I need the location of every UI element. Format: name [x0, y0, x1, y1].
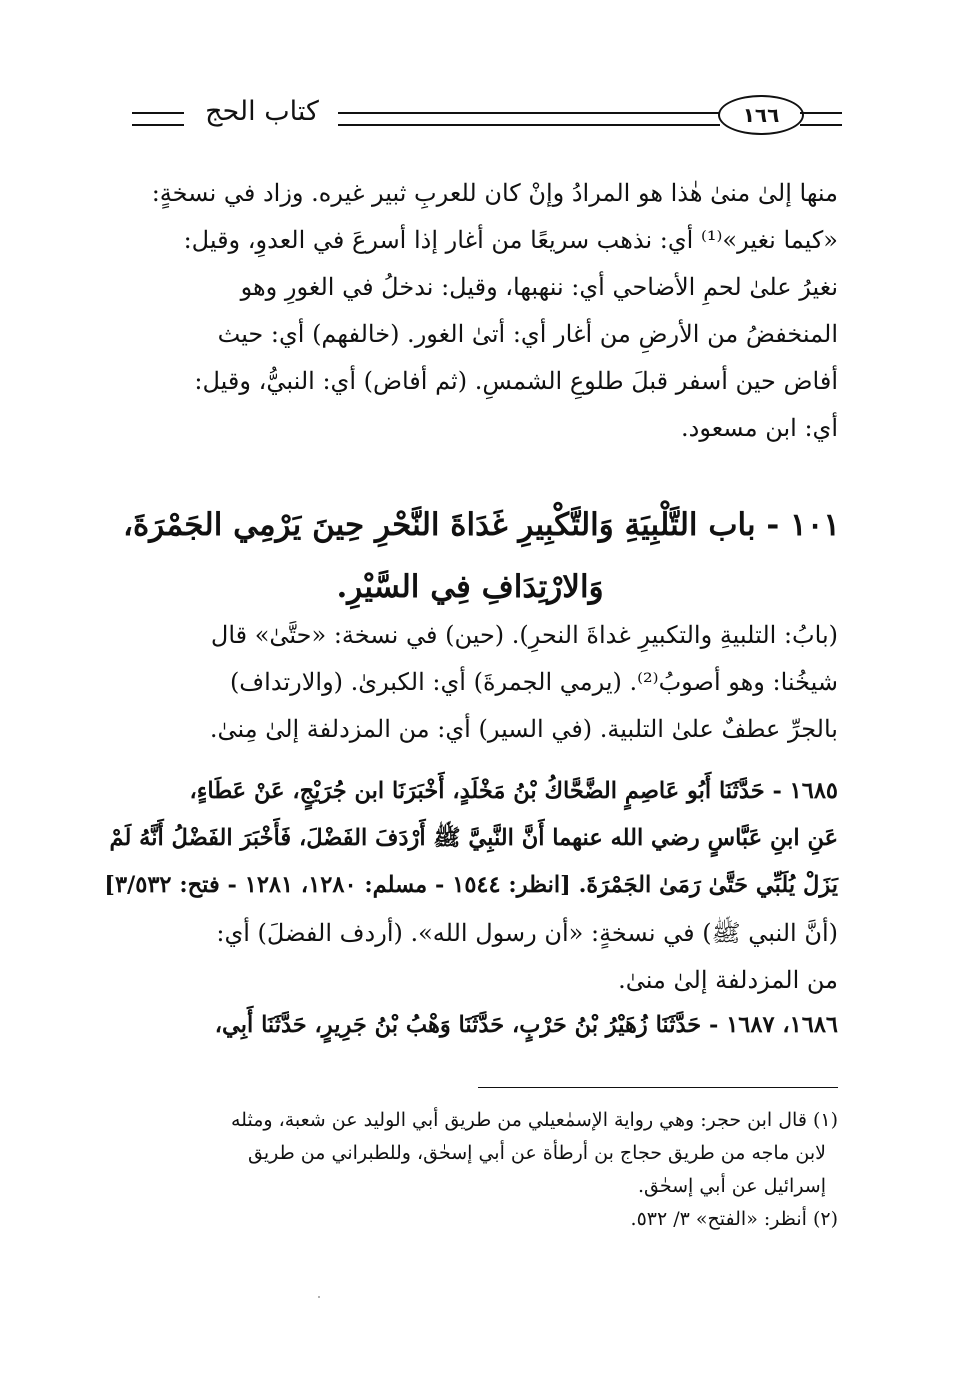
text-line: ١٦٨٥ - حَدَّثَنَا أَبُو عَاصِمٍ الضَّحَّاكُ بْنُ مَخْلَدٍ، أَخْبَرَنَا ابن جُرَيْجٍ، عَنْ عَطَاءٍ، [189, 778, 838, 804]
text-line: يَزَلْ يُلَبِّي حَتَّىٰ رَمَىٰ الجَمْرَةَ. [انظر: ١٥٤٤ - مسلم: ١٢٨٠، ١٢٨١ - فتح: ٣/٥٣٢] [104, 872, 838, 898]
text-line: شيخُنا: وهو أصوبُ⁽²⁾. (يرمي الجمرةَ) أي: الكبرىٰ. (والارتداف) [229, 668, 838, 696]
running-title: كتاب الحج [205, 96, 319, 127]
footnote-line: (٢) أنظر: «الفتح» ٣/ ٥٣٢. [630, 1208, 838, 1230]
chapter-heading [100, 494, 840, 618]
header-rule-middle [338, 112, 720, 126]
text-line: أفاض حين أسفر قبلَ طلوعِ الشمسِ. (ثم أفاض) أي: النبيُّ، وقيل: [194, 367, 838, 395]
header-rule-right [800, 112, 842, 126]
page-number: ١٦٦ [742, 103, 780, 127]
footnote-line: (١) قال ابن حجر: وهي رواية الإسمٰعيلي من طريق أبي الوليد عن شعبة، ومثله [230, 1109, 838, 1131]
hadith-1685 [104, 768, 838, 909]
header-rule-left [132, 112, 184, 126]
hadith-commentary [118, 910, 838, 1004]
text-line: نغيرُ علىٰ لحمِ الأضاحي أي: ننهبها، وقيل: ندخلُ في الغورِ وهو [240, 273, 838, 301]
text-line: (أنَّ النبي ﷺ) في نسخةٍ: «أن رسول الله». (أردف الفضلَ) أي: [216, 919, 838, 947]
chapter-heading-line-1: ١٠١ - باب التَّلْبِيَةِ وَالتَّكْبِيرِ غَدَاةَ النَّحْرِ حِينَ يَرْمِي الجَمْرَةَ، [122, 507, 840, 543]
text-line: بالجرِّ عطفٌ علىٰ التلبية. (في السير) أي: من المزدلفة إلىٰ مِنىٰ. [209, 715, 838, 743]
chapter-commentary [118, 612, 838, 753]
text-line: عَنِ ابنِ عَبَّاسٍ رضي الله عنهما أَنَّ النَّبِيَّ ﷺ أَرْدَفَ الفَضْلَ، فَأَخْبَرَ الفَضْلُ أَنَّهُ لَمْ [109, 825, 838, 851]
page-header [120, 92, 840, 142]
text-line: «كيما نغير»⁽¹⁾ أي: نذهب سريعًا من أغار إذا أسرعَ في العدوِ، وقيل: [183, 226, 838, 254]
text-line: أي: ابن مسعود. [681, 414, 838, 442]
text-line: المنخفضُ من الأرضِ من أغار أي: أتىٰ الغور. (خالفهم) أي: حيث [217, 320, 838, 348]
chapter-heading-line-2: وَالارْتِدَافِ فِي السَّيْرِ. [336, 569, 604, 605]
footnote-line: لابن ماجه من طريق حجاج بن أرطأة عن أبي إسحٰق، وللطبراني من طريق [248, 1142, 826, 1164]
text-line: منها إلىٰ منىٰ هٰذا هو المرادُ وإنْ كان للعربِ ثبير غيره. وزاد في نسخةٍ: [151, 179, 838, 207]
footnote-line: إسرائيل عن أبي إسحٰق. [637, 1175, 826, 1197]
hadith-1686-1687 [118, 1002, 838, 1049]
text-line: ١٦٨٦، ١٦٨٧ - حَدَّثَنَا زُهَيْرُ بْنُ حَرْبٍ، حَدَّثَنَا وَهْبُ بْنُ جَرِيرٍ، حَدَّثَنَا أَبِي، [214, 1012, 838, 1038]
text-line: من المزدلفة إلىٰ منىٰ. [618, 966, 838, 994]
footnote-separator [478, 1087, 838, 1088]
scan-speck [318, 1296, 320, 1298]
footnotes [118, 1104, 838, 1236]
intro-paragraph [118, 170, 838, 452]
text-line: (بابُ: التلبيةِ والتكبيرِ غداةَ النحرِ). (حين) في نسخة: «حتَّىٰ» قال [210, 621, 838, 649]
page-number-oval [718, 95, 804, 135]
